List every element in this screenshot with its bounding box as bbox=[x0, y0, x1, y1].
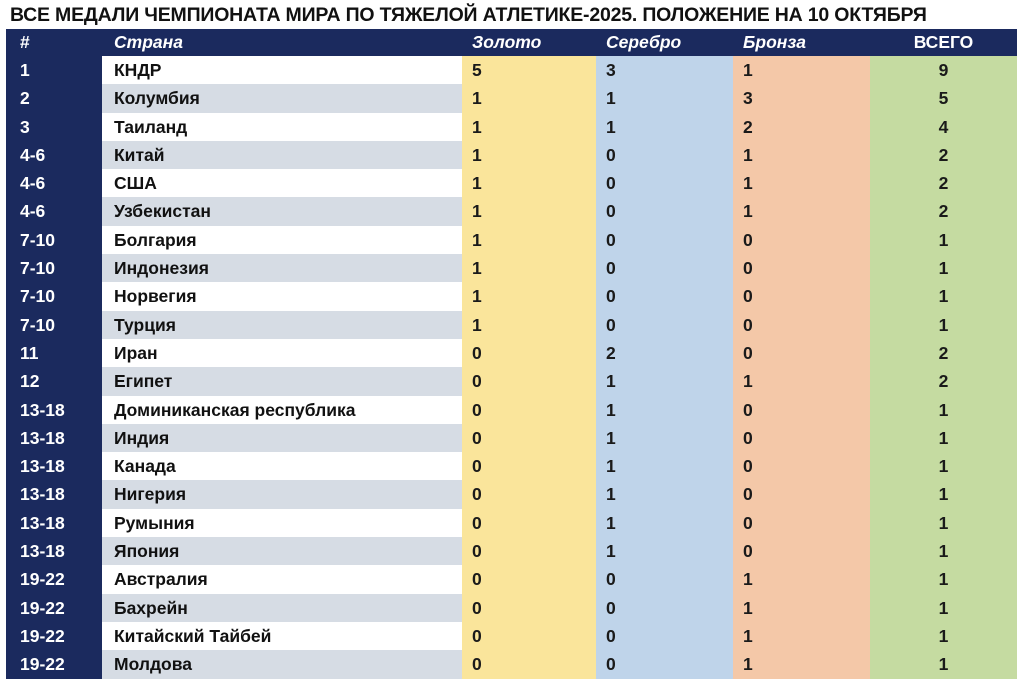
medal-table bbox=[6, 29, 1017, 679]
total-count: 5 bbox=[870, 84, 1017, 112]
country-cell: Колумбия bbox=[102, 84, 462, 112]
total-count: 2 bbox=[870, 141, 1017, 169]
gold-count: 0 bbox=[462, 594, 596, 622]
table-row bbox=[6, 650, 1017, 678]
gold-count: 1 bbox=[462, 197, 596, 225]
bronze-count: 0 bbox=[733, 452, 870, 480]
total-count: 1 bbox=[870, 424, 1017, 452]
total-count: 1 bbox=[870, 396, 1017, 424]
country-cell: США bbox=[102, 169, 462, 197]
rank-cell: 19-22 bbox=[6, 594, 102, 622]
gold-count: 1 bbox=[462, 141, 596, 169]
silver-count: 1 bbox=[596, 367, 733, 395]
gold-count: 1 bbox=[462, 113, 596, 141]
silver-count: 0 bbox=[596, 197, 733, 225]
table-body bbox=[6, 56, 1017, 679]
table-row bbox=[6, 622, 1017, 650]
rank-cell: 7-10 bbox=[6, 226, 102, 254]
bronze-count: 2 bbox=[733, 113, 870, 141]
header-silver: Серебро bbox=[596, 29, 733, 56]
silver-count: 1 bbox=[596, 424, 733, 452]
bronze-count: 3 bbox=[733, 84, 870, 112]
country-cell: Япония bbox=[102, 537, 462, 565]
bronze-count: 1 bbox=[733, 56, 870, 84]
country-cell: КНДР bbox=[102, 56, 462, 84]
total-count: 1 bbox=[870, 282, 1017, 310]
bronze-count: 0 bbox=[733, 254, 870, 282]
bronze-count: 0 bbox=[733, 480, 870, 508]
table-row bbox=[6, 226, 1017, 254]
silver-count: 0 bbox=[596, 226, 733, 254]
table-row bbox=[6, 282, 1017, 310]
total-count: 1 bbox=[870, 311, 1017, 339]
bronze-count: 0 bbox=[733, 339, 870, 367]
total-count: 2 bbox=[870, 169, 1017, 197]
rank-cell: 4-6 bbox=[6, 197, 102, 225]
table-row bbox=[6, 197, 1017, 225]
table-row bbox=[6, 594, 1017, 622]
rank-cell: 19-22 bbox=[6, 565, 102, 593]
page-title: ВСЕ МЕДАЛИ ЧЕМПИОНАТА МИРА ПО ТЯЖЕЛОЙ АТЛЕТИКЕ-2025. ПОЛОЖЕНИЕ НА 10 ОКТЯБРЯ bbox=[10, 4, 927, 26]
rank-cell: 3 bbox=[6, 113, 102, 141]
total-count: 1 bbox=[870, 594, 1017, 622]
gold-count: 0 bbox=[462, 650, 596, 678]
table-row bbox=[6, 56, 1017, 84]
bronze-count: 0 bbox=[733, 282, 870, 310]
header-bronze: Бронза bbox=[733, 29, 870, 56]
silver-count: 1 bbox=[596, 452, 733, 480]
total-count: 2 bbox=[870, 339, 1017, 367]
rank-cell: 19-22 bbox=[6, 622, 102, 650]
country-cell: Канада bbox=[102, 452, 462, 480]
bronze-count: 0 bbox=[733, 537, 870, 565]
total-count: 1 bbox=[870, 254, 1017, 282]
total-count: 1 bbox=[870, 650, 1017, 678]
country-cell: Индонезия bbox=[102, 254, 462, 282]
header-total: ВСЕГО bbox=[870, 29, 1017, 56]
gold-count: 0 bbox=[462, 452, 596, 480]
table-row bbox=[6, 509, 1017, 537]
bronze-count: 1 bbox=[733, 197, 870, 225]
country-cell: Норвегия bbox=[102, 282, 462, 310]
bronze-count: 1 bbox=[733, 594, 870, 622]
silver-count: 0 bbox=[596, 650, 733, 678]
total-count: 1 bbox=[870, 537, 1017, 565]
table-row bbox=[6, 141, 1017, 169]
country-cell: Узбекистан bbox=[102, 197, 462, 225]
rank-cell: 11 bbox=[6, 339, 102, 367]
header-rank: # bbox=[6, 29, 102, 56]
gold-count: 0 bbox=[462, 396, 596, 424]
silver-count: 0 bbox=[596, 311, 733, 339]
silver-count: 1 bbox=[596, 509, 733, 537]
country-cell: Таиланд bbox=[102, 113, 462, 141]
total-count: 2 bbox=[870, 197, 1017, 225]
rank-cell: 13-18 bbox=[6, 480, 102, 508]
country-cell: Турция bbox=[102, 311, 462, 339]
country-cell: Румыния bbox=[102, 509, 462, 537]
table-row bbox=[6, 113, 1017, 141]
table-row bbox=[6, 311, 1017, 339]
silver-count: 0 bbox=[596, 254, 733, 282]
table-row bbox=[6, 565, 1017, 593]
bronze-count: 0 bbox=[733, 226, 870, 254]
total-count: 1 bbox=[870, 565, 1017, 593]
country-cell: Египет bbox=[102, 367, 462, 395]
bronze-count: 0 bbox=[733, 424, 870, 452]
rank-cell: 1 bbox=[6, 56, 102, 84]
table-row bbox=[6, 367, 1017, 395]
table-row bbox=[6, 424, 1017, 452]
silver-count: 1 bbox=[596, 480, 733, 508]
country-cell: Иран bbox=[102, 339, 462, 367]
silver-count: 0 bbox=[596, 594, 733, 622]
silver-count: 1 bbox=[596, 537, 733, 565]
silver-count: 1 bbox=[596, 84, 733, 112]
country-cell: Австралия bbox=[102, 565, 462, 593]
total-count: 4 bbox=[870, 113, 1017, 141]
silver-count: 1 bbox=[596, 396, 733, 424]
table-row bbox=[6, 396, 1017, 424]
bronze-count: 0 bbox=[733, 509, 870, 537]
gold-count: 0 bbox=[462, 480, 596, 508]
total-count: 1 bbox=[870, 622, 1017, 650]
rank-cell: 19-22 bbox=[6, 650, 102, 678]
silver-count: 2 bbox=[596, 339, 733, 367]
silver-count: 0 bbox=[596, 622, 733, 650]
bronze-count: 1 bbox=[733, 367, 870, 395]
rank-cell: 13-18 bbox=[6, 537, 102, 565]
gold-count: 0 bbox=[462, 622, 596, 650]
country-cell: Китайский Тайбей bbox=[102, 622, 462, 650]
bronze-count: 1 bbox=[733, 565, 870, 593]
table-row bbox=[6, 452, 1017, 480]
gold-count: 0 bbox=[462, 509, 596, 537]
gold-count: 1 bbox=[462, 84, 596, 112]
bronze-count: 1 bbox=[733, 141, 870, 169]
rank-cell: 13-18 bbox=[6, 452, 102, 480]
bronze-count: 1 bbox=[733, 622, 870, 650]
bronze-count: 0 bbox=[733, 396, 870, 424]
gold-count: 1 bbox=[462, 311, 596, 339]
gold-count: 0 bbox=[462, 424, 596, 452]
bronze-count: 1 bbox=[733, 650, 870, 678]
gold-count: 0 bbox=[462, 339, 596, 367]
silver-count: 0 bbox=[596, 565, 733, 593]
table-row bbox=[6, 537, 1017, 565]
header-gold: Золото bbox=[462, 29, 596, 56]
rank-cell: 13-18 bbox=[6, 509, 102, 537]
country-cell: Бахрейн bbox=[102, 594, 462, 622]
rank-cell: 13-18 bbox=[6, 424, 102, 452]
country-cell: Нигерия bbox=[102, 480, 462, 508]
gold-count: 1 bbox=[462, 226, 596, 254]
total-count: 2 bbox=[870, 367, 1017, 395]
table-row bbox=[6, 339, 1017, 367]
rank-cell: 7-10 bbox=[6, 311, 102, 339]
table-row bbox=[6, 169, 1017, 197]
silver-count: 0 bbox=[596, 282, 733, 310]
rank-cell: 12 bbox=[6, 367, 102, 395]
country-cell: Молдова bbox=[102, 650, 462, 678]
gold-count: 1 bbox=[462, 169, 596, 197]
silver-count: 3 bbox=[596, 56, 733, 84]
silver-count: 1 bbox=[596, 113, 733, 141]
gold-count: 0 bbox=[462, 537, 596, 565]
country-cell: Китай bbox=[102, 141, 462, 169]
rank-cell: 2 bbox=[6, 84, 102, 112]
header-country: Страна bbox=[102, 29, 462, 56]
gold-count: 5 bbox=[462, 56, 596, 84]
table-row bbox=[6, 84, 1017, 112]
table-row bbox=[6, 254, 1017, 282]
rank-cell: 4-6 bbox=[6, 169, 102, 197]
silver-count: 0 bbox=[596, 141, 733, 169]
gold-count: 0 bbox=[462, 565, 596, 593]
total-count: 1 bbox=[870, 226, 1017, 254]
country-cell: Болгария bbox=[102, 226, 462, 254]
rank-cell: 13-18 bbox=[6, 396, 102, 424]
table-row bbox=[6, 480, 1017, 508]
rank-cell: 7-10 bbox=[6, 282, 102, 310]
silver-count: 0 bbox=[596, 169, 733, 197]
bronze-count: 0 bbox=[733, 311, 870, 339]
total-count: 1 bbox=[870, 509, 1017, 537]
gold-count: 1 bbox=[462, 254, 596, 282]
bronze-count: 1 bbox=[733, 169, 870, 197]
country-cell: Доминиканская республика bbox=[102, 396, 462, 424]
rank-cell: 4-6 bbox=[6, 141, 102, 169]
rank-cell: 7-10 bbox=[6, 254, 102, 282]
total-count: 9 bbox=[870, 56, 1017, 84]
country-cell: Индия bbox=[102, 424, 462, 452]
table-header bbox=[6, 29, 1017, 56]
total-count: 1 bbox=[870, 452, 1017, 480]
total-count: 1 bbox=[870, 480, 1017, 508]
gold-count: 1 bbox=[462, 282, 596, 310]
gold-count: 0 bbox=[462, 367, 596, 395]
